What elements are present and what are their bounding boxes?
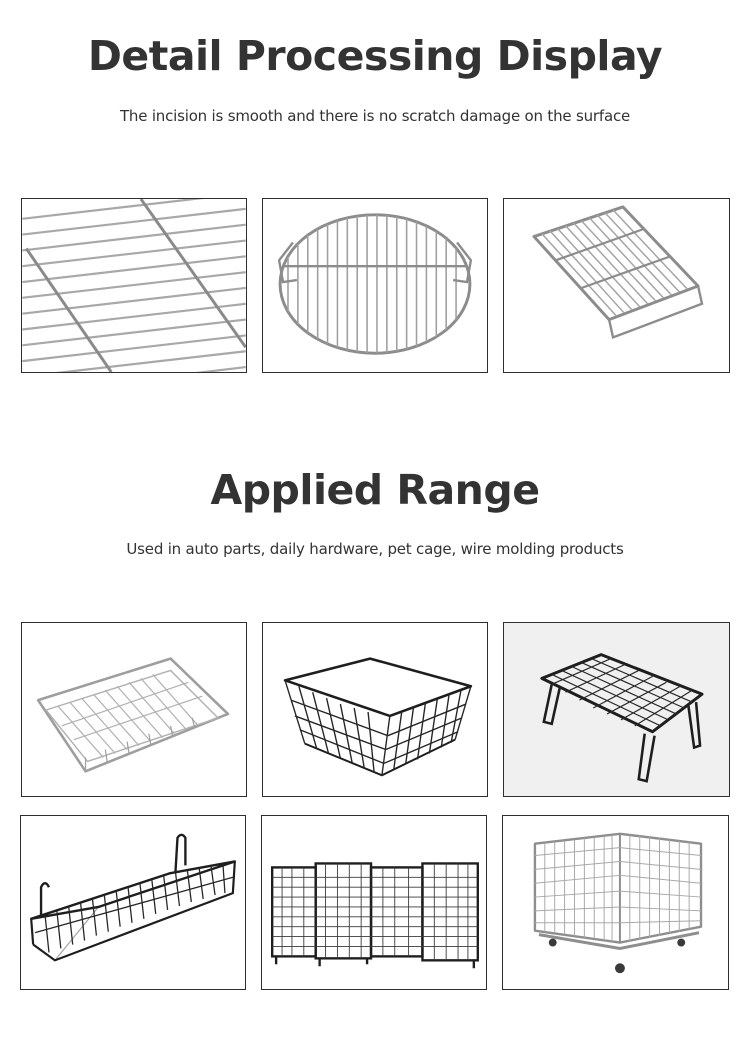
- detail-section-title: Detail Processing Display: [87, 32, 663, 80]
- wire-tray-illustration: [22, 623, 246, 796]
- wire-storage-cage-illustration: [503, 816, 728, 989]
- applied-section-title: Applied Range: [210, 466, 540, 514]
- wire-grid-closeup-illustration: [22, 199, 246, 372]
- folding-table-illustration: [504, 623, 729, 796]
- wire-basket-image: [262, 622, 488, 797]
- wire-storage-cage-image: [502, 815, 729, 990]
- cooling-rack-illustration: [504, 199, 729, 372]
- round-grill-grate-image: [262, 198, 488, 373]
- mesh-screen-panels-image: [261, 815, 487, 990]
- wire-tray-image: [21, 622, 247, 797]
- hanging-shelf-basket-illustration: [21, 816, 245, 989]
- hanging-shelf-basket-image: [20, 815, 246, 990]
- cooling-rack-image: [503, 198, 730, 373]
- wire-grid-closeup-image: [21, 198, 247, 373]
- wire-basket-illustration: [263, 623, 487, 796]
- mesh-screen-panels-illustration: [262, 816, 486, 989]
- folding-table-image: [503, 622, 730, 797]
- round-grill-grate-illustration: [263, 199, 487, 372]
- applied-section-subtitle: Used in auto parts, daily hardware, pet cage, wire molding products: [126, 540, 624, 558]
- detail-section-subtitle: The incision is smooth and there is no scratch damage on the surface: [119, 107, 631, 125]
